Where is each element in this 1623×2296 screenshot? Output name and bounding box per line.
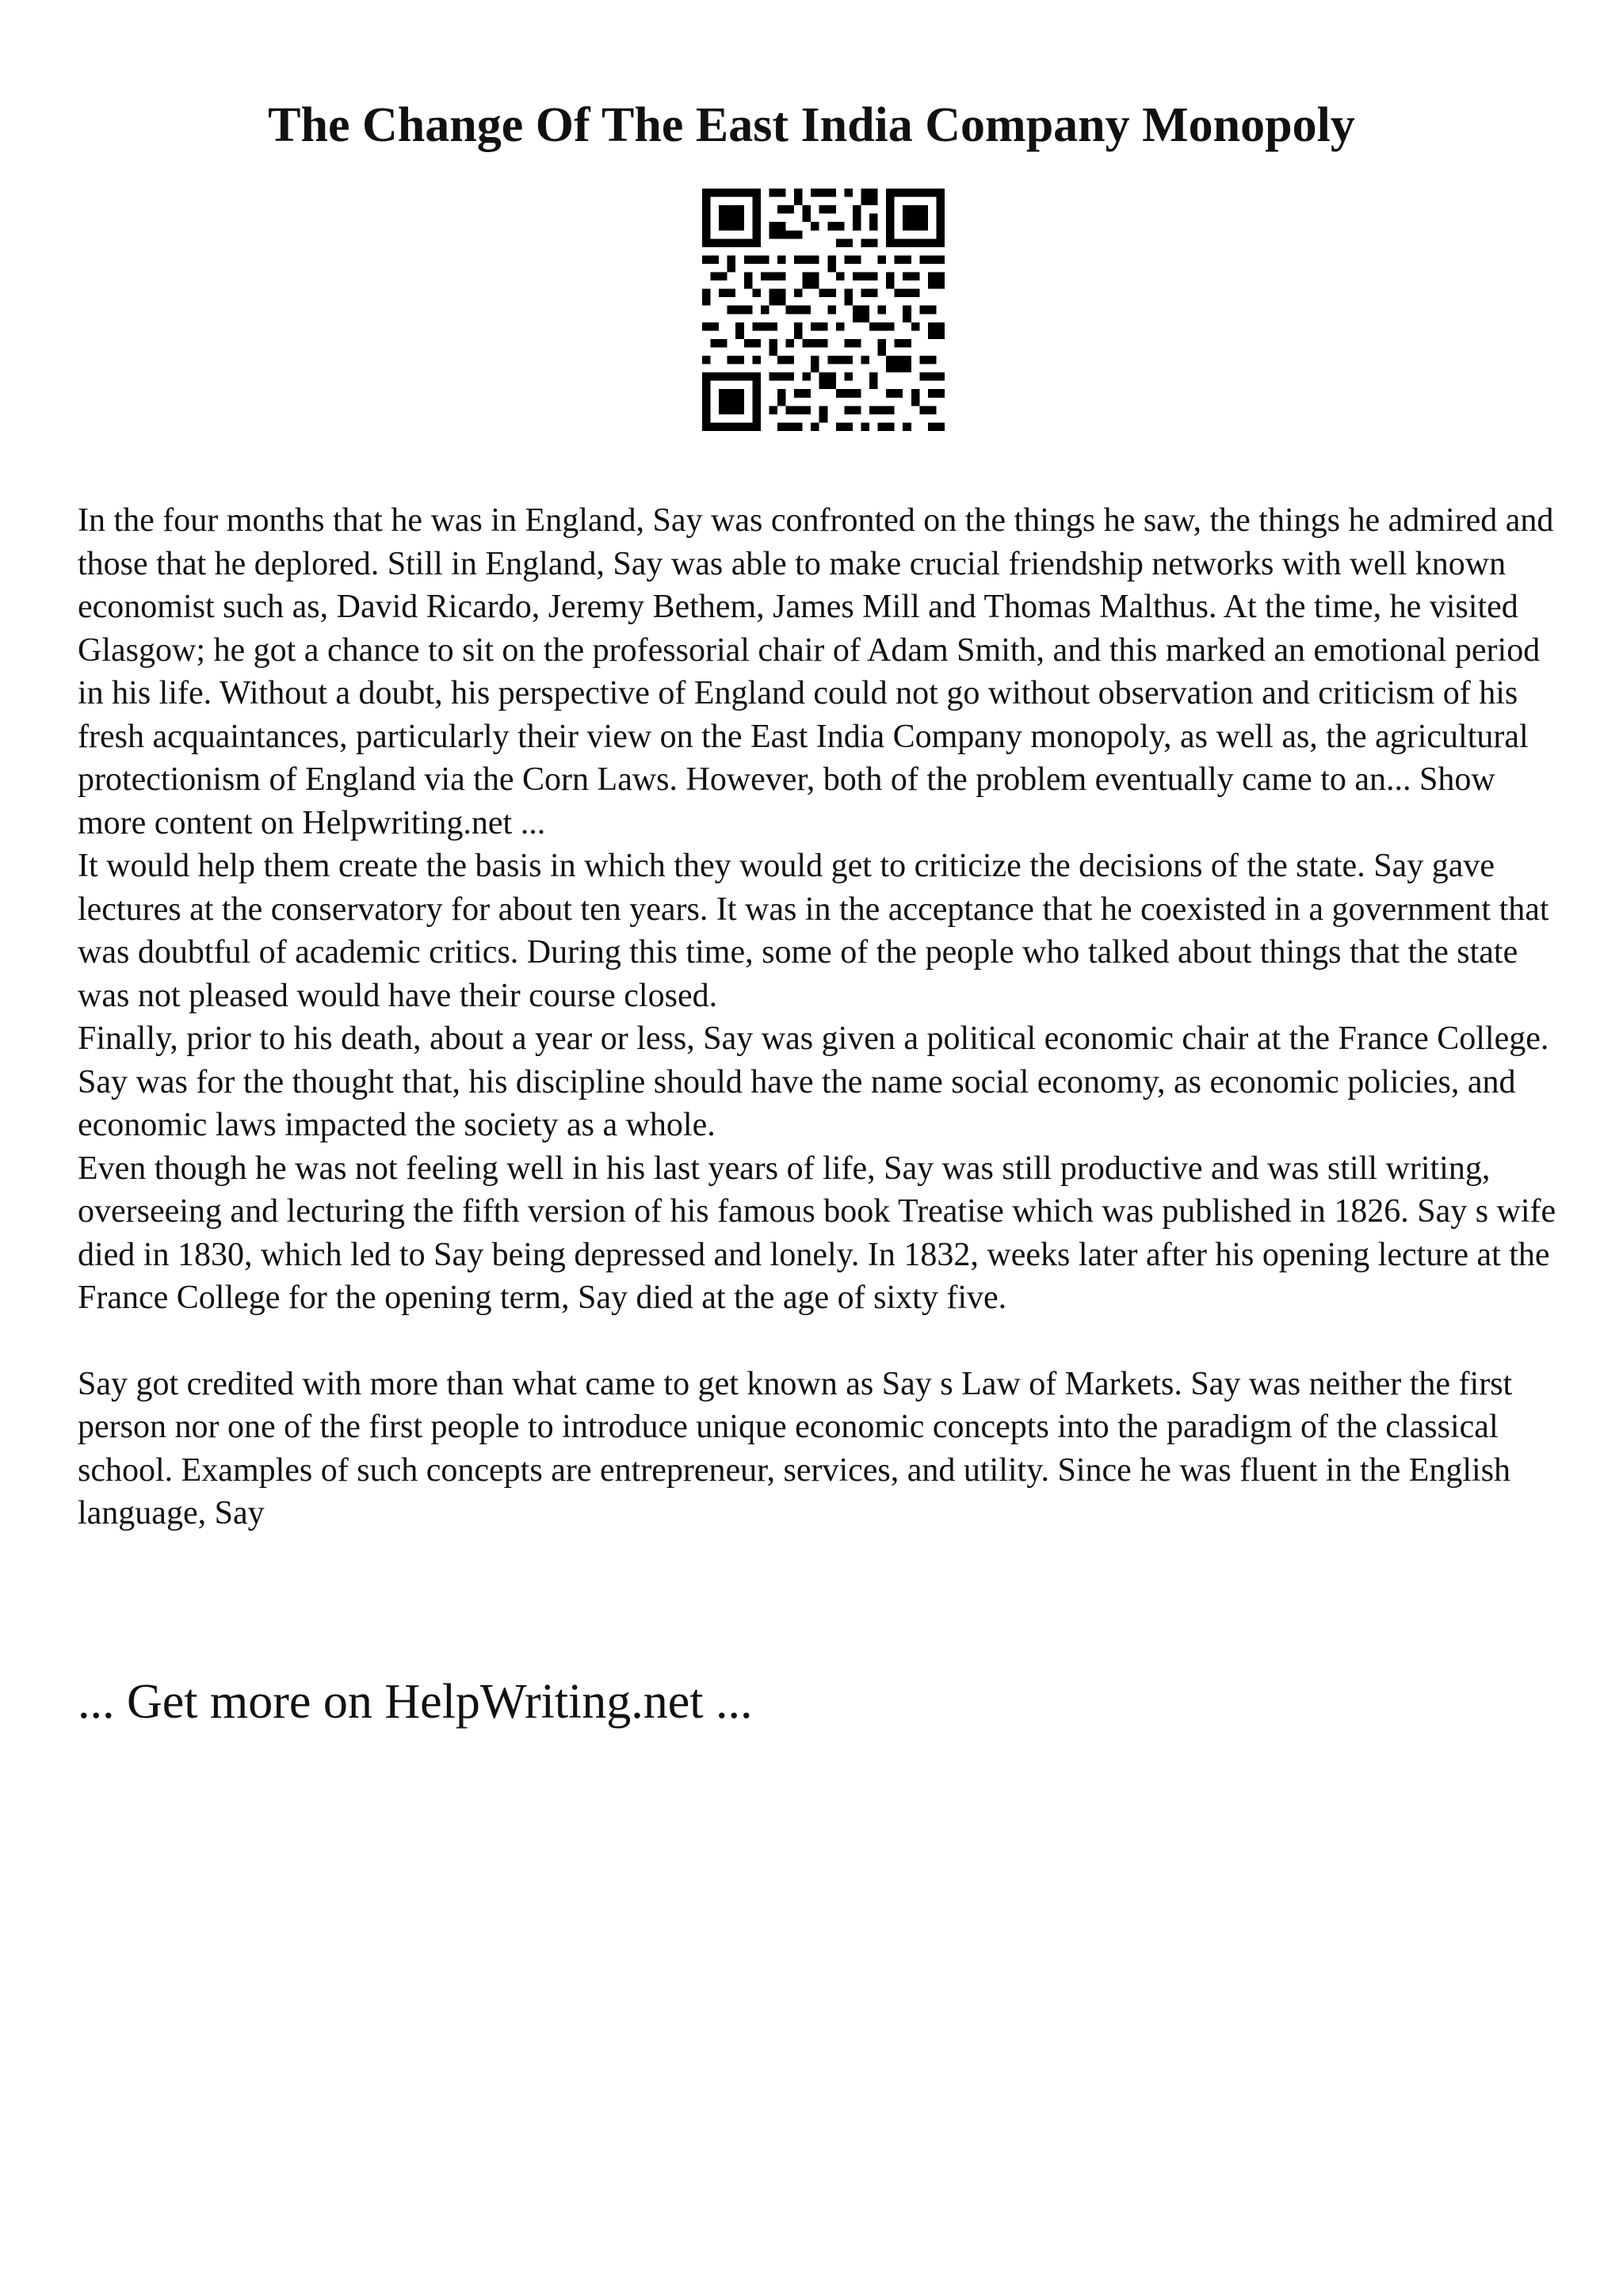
qr-code-icon [702, 189, 945, 431]
paragraph: In the four months that he was in England, Say was confronted on the things he saw, the things he admired and those that he deplored. Still in England, Say was able to make crucial friendship networks with well known economist such as, David Ricardo, Jeremy Bethem, James Mill and Thomas Malthus. At the time, he visited Glasgow; he got a chance to sit on the professorial chair of Adam Smith, and this marked an emotional period in his life. Without a doubt, his perspective of England could not go without observation and criticism of his fresh acquaintances, particularly their view on the East India Company monopoly, as well as, the agricultural protectionism of England via the Corn Laws. However, both of the problem eventually came to an... Show more content on Helpwriting.net ... [78, 502, 1554, 841]
get-more-link[interactable]: ... Get more on HelpWriting.net ... [78, 1675, 753, 1729]
paragraph: Say got credited with more than what came to get known as Say s Law of Markets. Say was neither the first person nor one of the first people to introduce unique economic concepts into the paradigm of the classical school. Examples of such concepts are entrepreneur, services, and utility. Since he was fluent in the English language, Say [78, 1365, 1513, 1531]
document-title: The Change Of The East India Company Monopoly [268, 98, 1355, 152]
paragraph: Finally, prior to his death, about a year or less, Say was given a political economic chair at the France College. Say was for the thought that, his discipline should have the name social economy, as economic policies, and economic laws impacted the society as a whole. [78, 1020, 1549, 1143]
document-body [78, 499, 1568, 1535]
paragraph: Even though he was not feeling well in his last years of life, Say was still productive and was still writing, overseeing and lecturing the fifth version of his famous book Treatise which was published in 1826. Say s wife died in 1830, which led to Say being depressed and lonely. In 1832, weeks later after his opening lecture at the France College for the opening term, Say died at the age of sixty five. [78, 1150, 1556, 1316]
paragraph: It would help them create the basis in which they would get to criticize the decisions of the state. Say gave lectures at the conservatory for about ten years. It was in the acceptance that he coexisted in a government that was doubtful of academic critics. During this time, some of the people who talked about things that the state was not pleased would have their course closed. [78, 848, 1549, 1014]
